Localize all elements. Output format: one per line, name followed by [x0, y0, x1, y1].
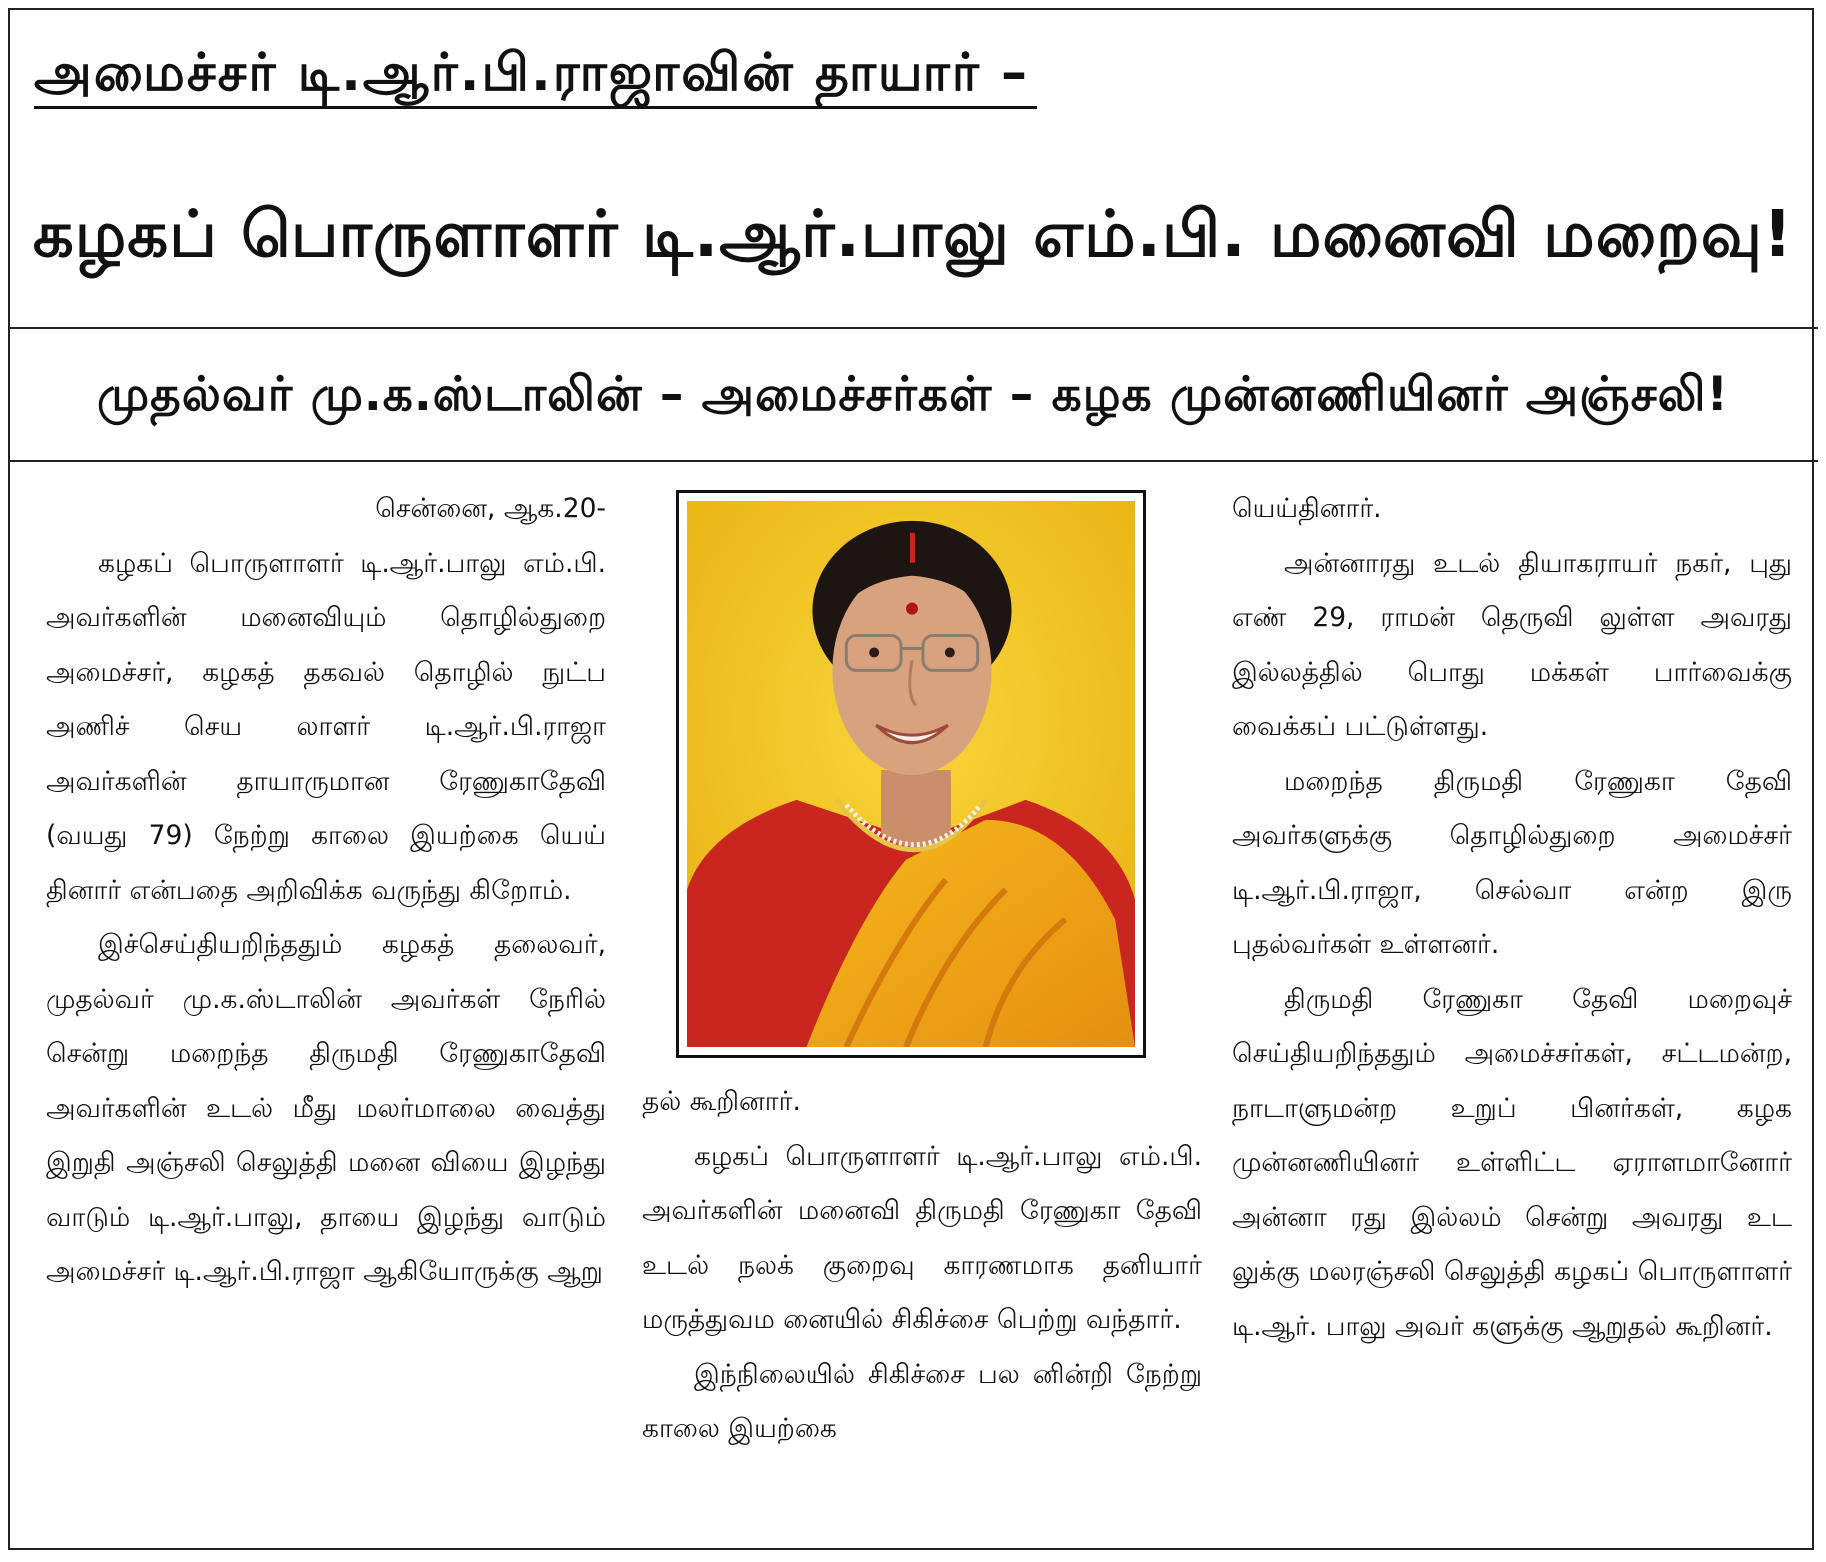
paragraph: யெய்தினார். [1232, 493, 1382, 524]
article-column-1 [46, 482, 606, 1300]
paragraph: இந்நிலையில் சிகிச்சை பல னின்றி நேற்று காலை இயற்கை [642, 1358, 1202, 1444]
divider-bottom [8, 460, 1818, 462]
paragraph: இச்செய்தியறிந்ததும் கழகத் தலைவர், முதல்வர் மு.க.ஸ்டாலின் அவர்கள் நேரில் சென்று மறைந்த திருமதி ரேணுகாதேவி அவர்களின் உடல் மீது மலர்மாலை வைத்து இறுதி அஞ்சலி செலுத்தி மனை வியை இழந்து வாடும் டி.ஆர்.பாலு, தாயை இழந்து வாடும் அமைச்சர் டி.ஆர்.பி.ராஜா ஆகியோருக்கு ஆறு [46, 929, 606, 1287]
paragraph: மறைந்த திருமதி ரேணுகா தேவி அவர்களுக்கு தொழில்துறை அமைச்சர் டி.ஆர்.பி.ராஜா, செல்வா என்ற இரு புதல்வர்கள் உள்ளனர். [1232, 765, 1792, 960]
kicker-headline: அமைச்சர் டி.ஆர்.பி.ராஜாவின் தாயார் – [34, 40, 1037, 109]
portrait-photo-frame [676, 490, 1146, 1058]
paragraph: கழகப் பொருளாளர் டி.ஆர்.பாலு எம்.பி. அவர்களின் மனைவி திருமதி ரேணுகா தேவி உடல் நலக் குறைவு காரணமாக தனியார் மருத்துவம னையில் சிகிச்சை பெற்று வந்தார். [642, 1140, 1202, 1335]
article-column-3 [1232, 482, 1792, 1354]
subheadline: முதல்வர் மு.க.ஸ்டாலின் – அமைச்சர்கள் – கழக முன்னணியினர் அஞ்சலி! [97, 367, 1729, 422]
paragraph: கழகப் பொருளாளர் டி.ஆர்.பாலு எம்.பி. அவர்களின் மனைவியும் தொழில்துறை அமைச்சர், கழகத் தகவல் தொழில் நுட்ப அணிச் செய லாளர் டி.ஆர்.பி.ராஜா அவர்களின் தாயாருமான ரேணுகாதேவி (வயது 79) நேற்று காலை இயற்கை யெய் தினார் என்பதை அறிவிக்க வருந்து கிறோம். [46, 547, 606, 906]
paragraph: தல் கூறினார். [642, 1086, 801, 1117]
paragraph: அன்னாரது உடல் தியாகராயர் நகர், புது எண் 29, ராமன் தெருவி லுள்ள அவரது இல்லத்தில் பொது மக்கள் பார்வைக்கு வைக்கப் பட்டுள்ளது. [1232, 547, 1792, 742]
article-column-2 [642, 1075, 1202, 1457]
portrait-photo [687, 501, 1135, 1047]
paragraph: திருமதி ரேணுகா தேவி மறைவுச் செய்தியறிந்ததும் அமைச்சர்கள், சட்டமன்ற, நாடாளுமன்ற உறுப் பினர்கள், கழக முன்னணியினர் உள்ளிட்ட ஏராளமானோர் அன்னா ரது இல்லம் சென்று அவரது உட லுக்கு மலரஞ்சலி செலுத்தி கழகப் பொருளாளர் டி.ஆர். பாலு அவர் களுக்கு ஆறுதல் கூறினர். [1232, 983, 1792, 1342]
main-headline: கழகப் பொருளாளர் டி.ஆர்.பாலு எம்.பி. மனைவி மறைவு! [32, 198, 1794, 272]
dateline: சென்னை, ஆக.20- [375, 493, 606, 524]
divider-top [8, 327, 1818, 329]
